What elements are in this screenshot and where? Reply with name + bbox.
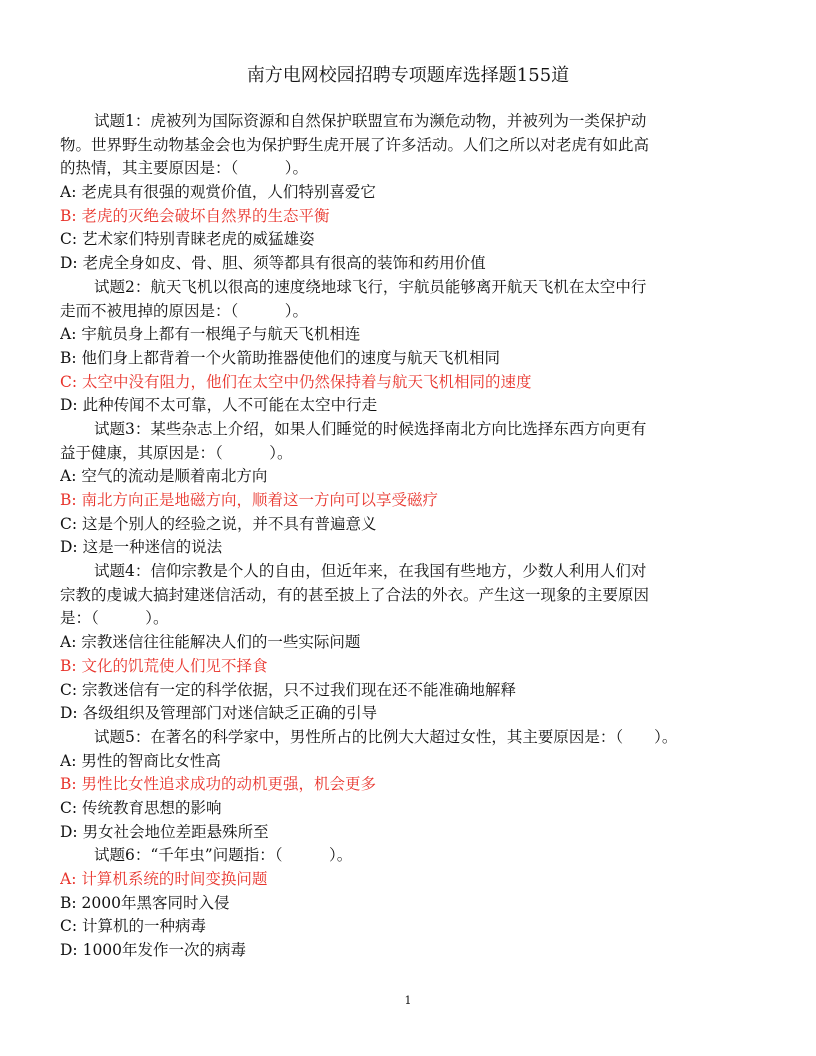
question-list [60, 110, 760, 963]
question-stem-line: 试题6：“千年虫”问题指：（ ）。 [94, 846, 353, 865]
answer-option: D: 各级组织及管理部门对迷信缺乏正确的引导 [60, 704, 378, 723]
answer-option: A: 男性的智商比女性高 [60, 751, 221, 770]
answer-option: D: 此种传闻不太可靠，人不可能在太空中行走 [60, 396, 378, 415]
answer-option: B: 他们身上都背着一个火箭助推器使他们的速度与航天飞机相同 [60, 348, 501, 367]
answer-option-correct: A: 计算机系统的时间变换问题 [60, 870, 268, 888]
answer-option: A: 老虎具有很强的观赏价值，人们特别喜爱它 [60, 183, 376, 202]
document-title: 南方电网校园招聘专项题库选择题155道 [246, 65, 570, 86]
answer-option-correct: B: 南北方向正是地磁方向，顺着这一方向可以享受磁疗 [60, 491, 439, 509]
answer-option: C: 这是个别人的经验之说，并不具有普遍意义 [60, 514, 377, 533]
answer-option: D: 这是一种迷信的说法 [60, 538, 223, 557]
answer-option: D: 男女社会地位差距悬殊所至 [60, 822, 269, 841]
question-stem-line: 宗教的虔诚大搞封建迷信活动，有的甚至披上了合法的外衣。产生这一现象的主要原因 [60, 585, 650, 604]
answer-option: C: 传统教育思想的影响 [60, 798, 222, 817]
page-number: 1 [404, 994, 412, 1007]
question-stem-line: 试题2：航天飞机以很高的速度绕地球飞行，宇航员能够离开航天飞机在太空中行 [94, 277, 647, 296]
answer-option: A: 宗教迷信往往能解决人们的一些实际问题 [60, 633, 361, 652]
answer-option: D: 1000年发作一次的病毒 [60, 941, 247, 960]
question-stem-line: 试题3：某些杂志上介绍，如果人们睡觉的时候选择南北方向比选择东西方向更有 [94, 419, 647, 438]
answer-option-correct: B: 老虎的灭绝会破坏自然界的生态平衡 [60, 206, 330, 225]
answer-option: C: 计算机的一种病毒 [60, 917, 207, 936]
question-stem-line: 试题5：在著名的科学家中，男性所占的比例大大超过女性，其主要原因是：（ ）。 [94, 727, 678, 746]
question-stem-line: 的热情，其主要原因是：（ ）。 [60, 159, 309, 178]
answer-option-correct: B: 男性比女性追求成功的动机更强，机会更多 [60, 775, 377, 794]
answer-option-correct: C: 太空中没有阻力，他们在太空中仍然保持着与航天飞机相同的速度 [60, 372, 532, 391]
answer-option: B: 2000年黑客同时入侵 [60, 893, 230, 912]
question-stem-line: 物。世界野生动物基金会也为保护野生虎开展了许多活动。人们之所以对老虎有如此高 [60, 135, 650, 154]
question-stem-line: 益于健康，其原因是：（ ）。 [60, 443, 293, 462]
answer-option: C: 艺术家们特别青睐老虎的威猛雄姿 [60, 230, 315, 249]
answer-option: D: 老虎全身如皮、骨、胆、须等都具有很高的装饰和药用价值 [60, 254, 486, 273]
question-stem-line: 试题4：信仰宗教是个人的自由，但近年来，在我国有些地方，少数人利用人们对 [94, 562, 647, 581]
answer-option: A: 宇航员身上都有一根绳子与航天飞机相连 [60, 325, 361, 344]
question-stem-line: 走而不被甩掉的原因是：（ ）。 [60, 301, 309, 320]
answer-option-correct: B: 文化的饥荒使人们见不择食 [60, 656, 268, 675]
question-stem-line: 试题1：虎被列为国际资源和自然保护联盟宣布为濒危动物，并被列为一类保护动 [94, 112, 647, 130]
question-stem-line: 是：（ ）。 [60, 609, 169, 628]
answer-option: A: 空气的流动是顺着南北方向 [60, 467, 268, 486]
answer-option: C: 宗教迷信有一定的科学依据，只不过我们现在还不能准确地解释 [60, 680, 517, 699]
